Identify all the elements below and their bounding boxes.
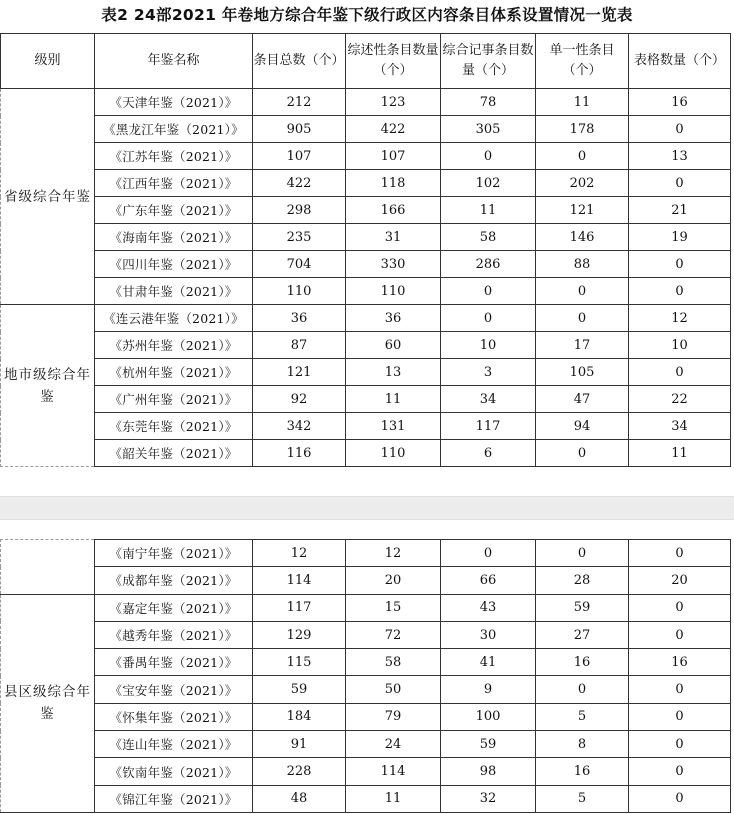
table-row	[1, 731, 731, 758]
value-record: 0	[441, 540, 536, 567]
yearbook-name: 《南宁年鉴（2021）》	[95, 540, 253, 567]
value-single: 16	[536, 758, 629, 785]
value-total: 114	[253, 567, 346, 594]
value-record: 10	[441, 332, 536, 359]
value-total: 212	[253, 89, 346, 116]
value-total: 235	[253, 224, 346, 251]
header-summary: 综述性条目数量（个）	[346, 34, 441, 89]
value-table: 0	[629, 251, 731, 278]
table-row	[1, 143, 731, 170]
value-summary: 166	[346, 197, 441, 224]
header-table: 表格数量（个）	[629, 34, 731, 89]
value-summary: 123	[346, 89, 441, 116]
table-row	[1, 540, 731, 567]
value-total: 228	[253, 758, 346, 785]
value-record: 34	[441, 386, 536, 413]
value-summary: 12	[346, 540, 441, 567]
header-single: 单一性条目（个）	[536, 34, 629, 89]
header-total: 条目总数（个）	[253, 34, 346, 89]
table-row	[1, 649, 731, 676]
yearbook-name: 《东莞年鉴（2021）》	[95, 413, 253, 440]
value-single: 146	[536, 224, 629, 251]
value-single: 0	[536, 143, 629, 170]
value-summary: 79	[346, 703, 441, 730]
value-summary: 131	[346, 413, 441, 440]
value-total: 116	[253, 440, 346, 467]
yearbook-name: 《江苏年鉴（2021）》	[95, 143, 253, 170]
value-summary: 422	[346, 116, 441, 143]
value-record: 98	[441, 758, 536, 785]
value-summary: 11	[346, 386, 441, 413]
table-row	[1, 758, 731, 785]
value-summary: 110	[346, 278, 441, 305]
value-single: 0	[536, 278, 629, 305]
value-table: 0	[629, 785, 731, 812]
table-row	[1, 170, 731, 197]
table-row	[1, 89, 731, 116]
table-row	[1, 703, 731, 730]
value-table: 21	[629, 197, 731, 224]
value-table: 0	[629, 540, 731, 567]
value-single: 0	[536, 540, 629, 567]
value-summary: 72	[346, 621, 441, 648]
value-table: 0	[629, 731, 731, 758]
value-table: 10	[629, 332, 731, 359]
value-total: 36	[253, 305, 346, 332]
table-row	[1, 567, 731, 594]
yearbook-name: 《番禺年鉴（2021）》	[95, 649, 253, 676]
table-row	[1, 676, 731, 703]
yearbook-name: 《四川年鉴（2021）》	[95, 251, 253, 278]
value-table: 11	[629, 440, 731, 467]
value-single: 11	[536, 89, 629, 116]
page-break	[0, 496, 734, 520]
table-row	[1, 413, 731, 440]
header-record: 综合记事条目数量（个）	[441, 34, 536, 89]
value-record: 305	[441, 116, 536, 143]
level-cell: 地市级综合年鉴	[1, 305, 95, 467]
table-row	[1, 278, 731, 305]
value-total: 92	[253, 386, 346, 413]
value-total: 12	[253, 540, 346, 567]
value-record: 100	[441, 703, 536, 730]
table-row	[1, 224, 731, 251]
yearbook-name: 《连山年鉴（2021）》	[95, 731, 253, 758]
value-single: 0	[536, 305, 629, 332]
value-record: 41	[441, 649, 536, 676]
value-summary: 107	[346, 143, 441, 170]
value-total: 905	[253, 116, 346, 143]
value-summary: 330	[346, 251, 441, 278]
yearbook-name: 《连云港年鉴（2021）》	[95, 305, 253, 332]
value-total: 298	[253, 197, 346, 224]
value-summary: 36	[346, 305, 441, 332]
value-single: 8	[536, 731, 629, 758]
value-single: 0	[536, 440, 629, 467]
value-record: 117	[441, 413, 536, 440]
value-total: 110	[253, 278, 346, 305]
value-record: 9	[441, 676, 536, 703]
value-record: 43	[441, 594, 536, 621]
table-row	[1, 251, 731, 278]
value-table: 13	[629, 143, 731, 170]
value-summary: 20	[346, 567, 441, 594]
yearbook-name: 《甘肃年鉴（2021）》	[95, 278, 253, 305]
value-table: 22	[629, 386, 731, 413]
value-table: 0	[629, 703, 731, 730]
table-row	[1, 359, 731, 386]
value-single: 178	[536, 116, 629, 143]
value-total: 115	[253, 649, 346, 676]
value-table: 0	[629, 170, 731, 197]
yearbook-name: 《海南年鉴（2021）》	[95, 224, 253, 251]
table-row	[1, 305, 731, 332]
table-row	[1, 621, 731, 648]
value-table: 0	[629, 359, 731, 386]
yearbook-table-part-1	[0, 33, 731, 467]
yearbook-name: 《广东年鉴（2021）》	[95, 197, 253, 224]
value-summary: 15	[346, 594, 441, 621]
value-record: 59	[441, 731, 536, 758]
value-table: 20	[629, 567, 731, 594]
value-record: 32	[441, 785, 536, 812]
value-single: 27	[536, 621, 629, 648]
level-cell: 省级综合年鉴	[1, 89, 95, 305]
value-single: 202	[536, 170, 629, 197]
value-record: 11	[441, 197, 536, 224]
value-record: 6	[441, 440, 536, 467]
value-record: 78	[441, 89, 536, 116]
table-row	[1, 386, 731, 413]
value-summary: 50	[346, 676, 441, 703]
value-total: 91	[253, 731, 346, 758]
value-single: 28	[536, 567, 629, 594]
value-table: 0	[629, 594, 731, 621]
table-title: 表2 24部2021 年卷地方综合年鉴下级行政区内容条目体系设置情况一览表	[101, 6, 633, 24]
yearbook-name: 《天津年鉴（2021）》	[95, 89, 253, 116]
yearbook-name: 《怀集年鉴（2021）》	[95, 703, 253, 730]
level-cell	[1, 540, 95, 595]
value-total: 59	[253, 676, 346, 703]
table-row	[1, 332, 731, 359]
value-single: 0	[536, 676, 629, 703]
value-single: 5	[536, 785, 629, 812]
yearbook-name: 《韶关年鉴（2021）》	[95, 440, 253, 467]
value-summary: 60	[346, 332, 441, 359]
value-table: 0	[629, 621, 731, 648]
value-summary: 11	[346, 785, 441, 812]
value-total: 87	[253, 332, 346, 359]
header-name: 年鉴名称	[95, 34, 253, 89]
value-record: 286	[441, 251, 536, 278]
yearbook-name: 《嘉定年鉴（2021）》	[95, 594, 253, 621]
yearbook-name: 《广州年鉴（2021）》	[95, 386, 253, 413]
yearbook-name: 《锦江年鉴（2021）》	[95, 785, 253, 812]
yearbook-name: 《宝安年鉴（2021）》	[95, 676, 253, 703]
value-summary: 114	[346, 758, 441, 785]
table-row	[1, 440, 731, 467]
value-record: 58	[441, 224, 536, 251]
value-record: 66	[441, 567, 536, 594]
value-table: 16	[629, 649, 731, 676]
level-cell: 县区级综合年鉴	[1, 594, 95, 812]
header-row	[1, 34, 731, 89]
value-total: 342	[253, 413, 346, 440]
value-table: 19	[629, 224, 731, 251]
value-single: 59	[536, 594, 629, 621]
yearbook-name: 《黑龙江年鉴（2021）》	[95, 116, 253, 143]
value-single: 105	[536, 359, 629, 386]
value-record: 3	[441, 359, 536, 386]
value-single: 94	[536, 413, 629, 440]
value-table: 0	[629, 758, 731, 785]
value-single: 47	[536, 386, 629, 413]
yearbook-name: 《钦南年鉴（2021）》	[95, 758, 253, 785]
value-record: 30	[441, 621, 536, 648]
value-table: 16	[629, 89, 731, 116]
value-summary: 13	[346, 359, 441, 386]
value-summary: 24	[346, 731, 441, 758]
value-single: 88	[536, 251, 629, 278]
yearbook-name: 《杭州年鉴（2021）》	[95, 359, 253, 386]
value-table: 12	[629, 305, 731, 332]
table-row	[1, 116, 731, 143]
value-single: 5	[536, 703, 629, 730]
table-row	[1, 594, 731, 621]
yearbook-name: 《苏州年鉴（2021）》	[95, 332, 253, 359]
value-single: 17	[536, 332, 629, 359]
value-table: 0	[629, 676, 731, 703]
value-single: 16	[536, 649, 629, 676]
yearbook-name: 《越秀年鉴（2021）》	[95, 621, 253, 648]
value-record: 0	[441, 278, 536, 305]
value-record: 102	[441, 170, 536, 197]
value-total: 129	[253, 621, 346, 648]
header-level: 级别	[1, 34, 95, 89]
value-total: 117	[253, 594, 346, 621]
value-total: 48	[253, 785, 346, 812]
table-row	[1, 785, 731, 812]
value-summary: 118	[346, 170, 441, 197]
value-total: 107	[253, 143, 346, 170]
value-summary: 110	[346, 440, 441, 467]
value-table: 0	[629, 116, 731, 143]
value-total: 121	[253, 359, 346, 386]
value-table: 34	[629, 413, 731, 440]
yearbook-name: 《成都年鉴（2021）》	[95, 567, 253, 594]
value-total: 704	[253, 251, 346, 278]
value-record: 0	[441, 305, 536, 332]
value-single: 121	[536, 197, 629, 224]
value-total: 422	[253, 170, 346, 197]
value-record: 0	[441, 143, 536, 170]
yearbook-table-part-2	[0, 539, 731, 813]
table-row	[1, 197, 731, 224]
value-summary: 31	[346, 224, 441, 251]
value-table: 0	[629, 278, 731, 305]
yearbook-name: 《江西年鉴（2021）》	[95, 170, 253, 197]
value-summary: 58	[346, 649, 441, 676]
value-total: 184	[253, 703, 346, 730]
